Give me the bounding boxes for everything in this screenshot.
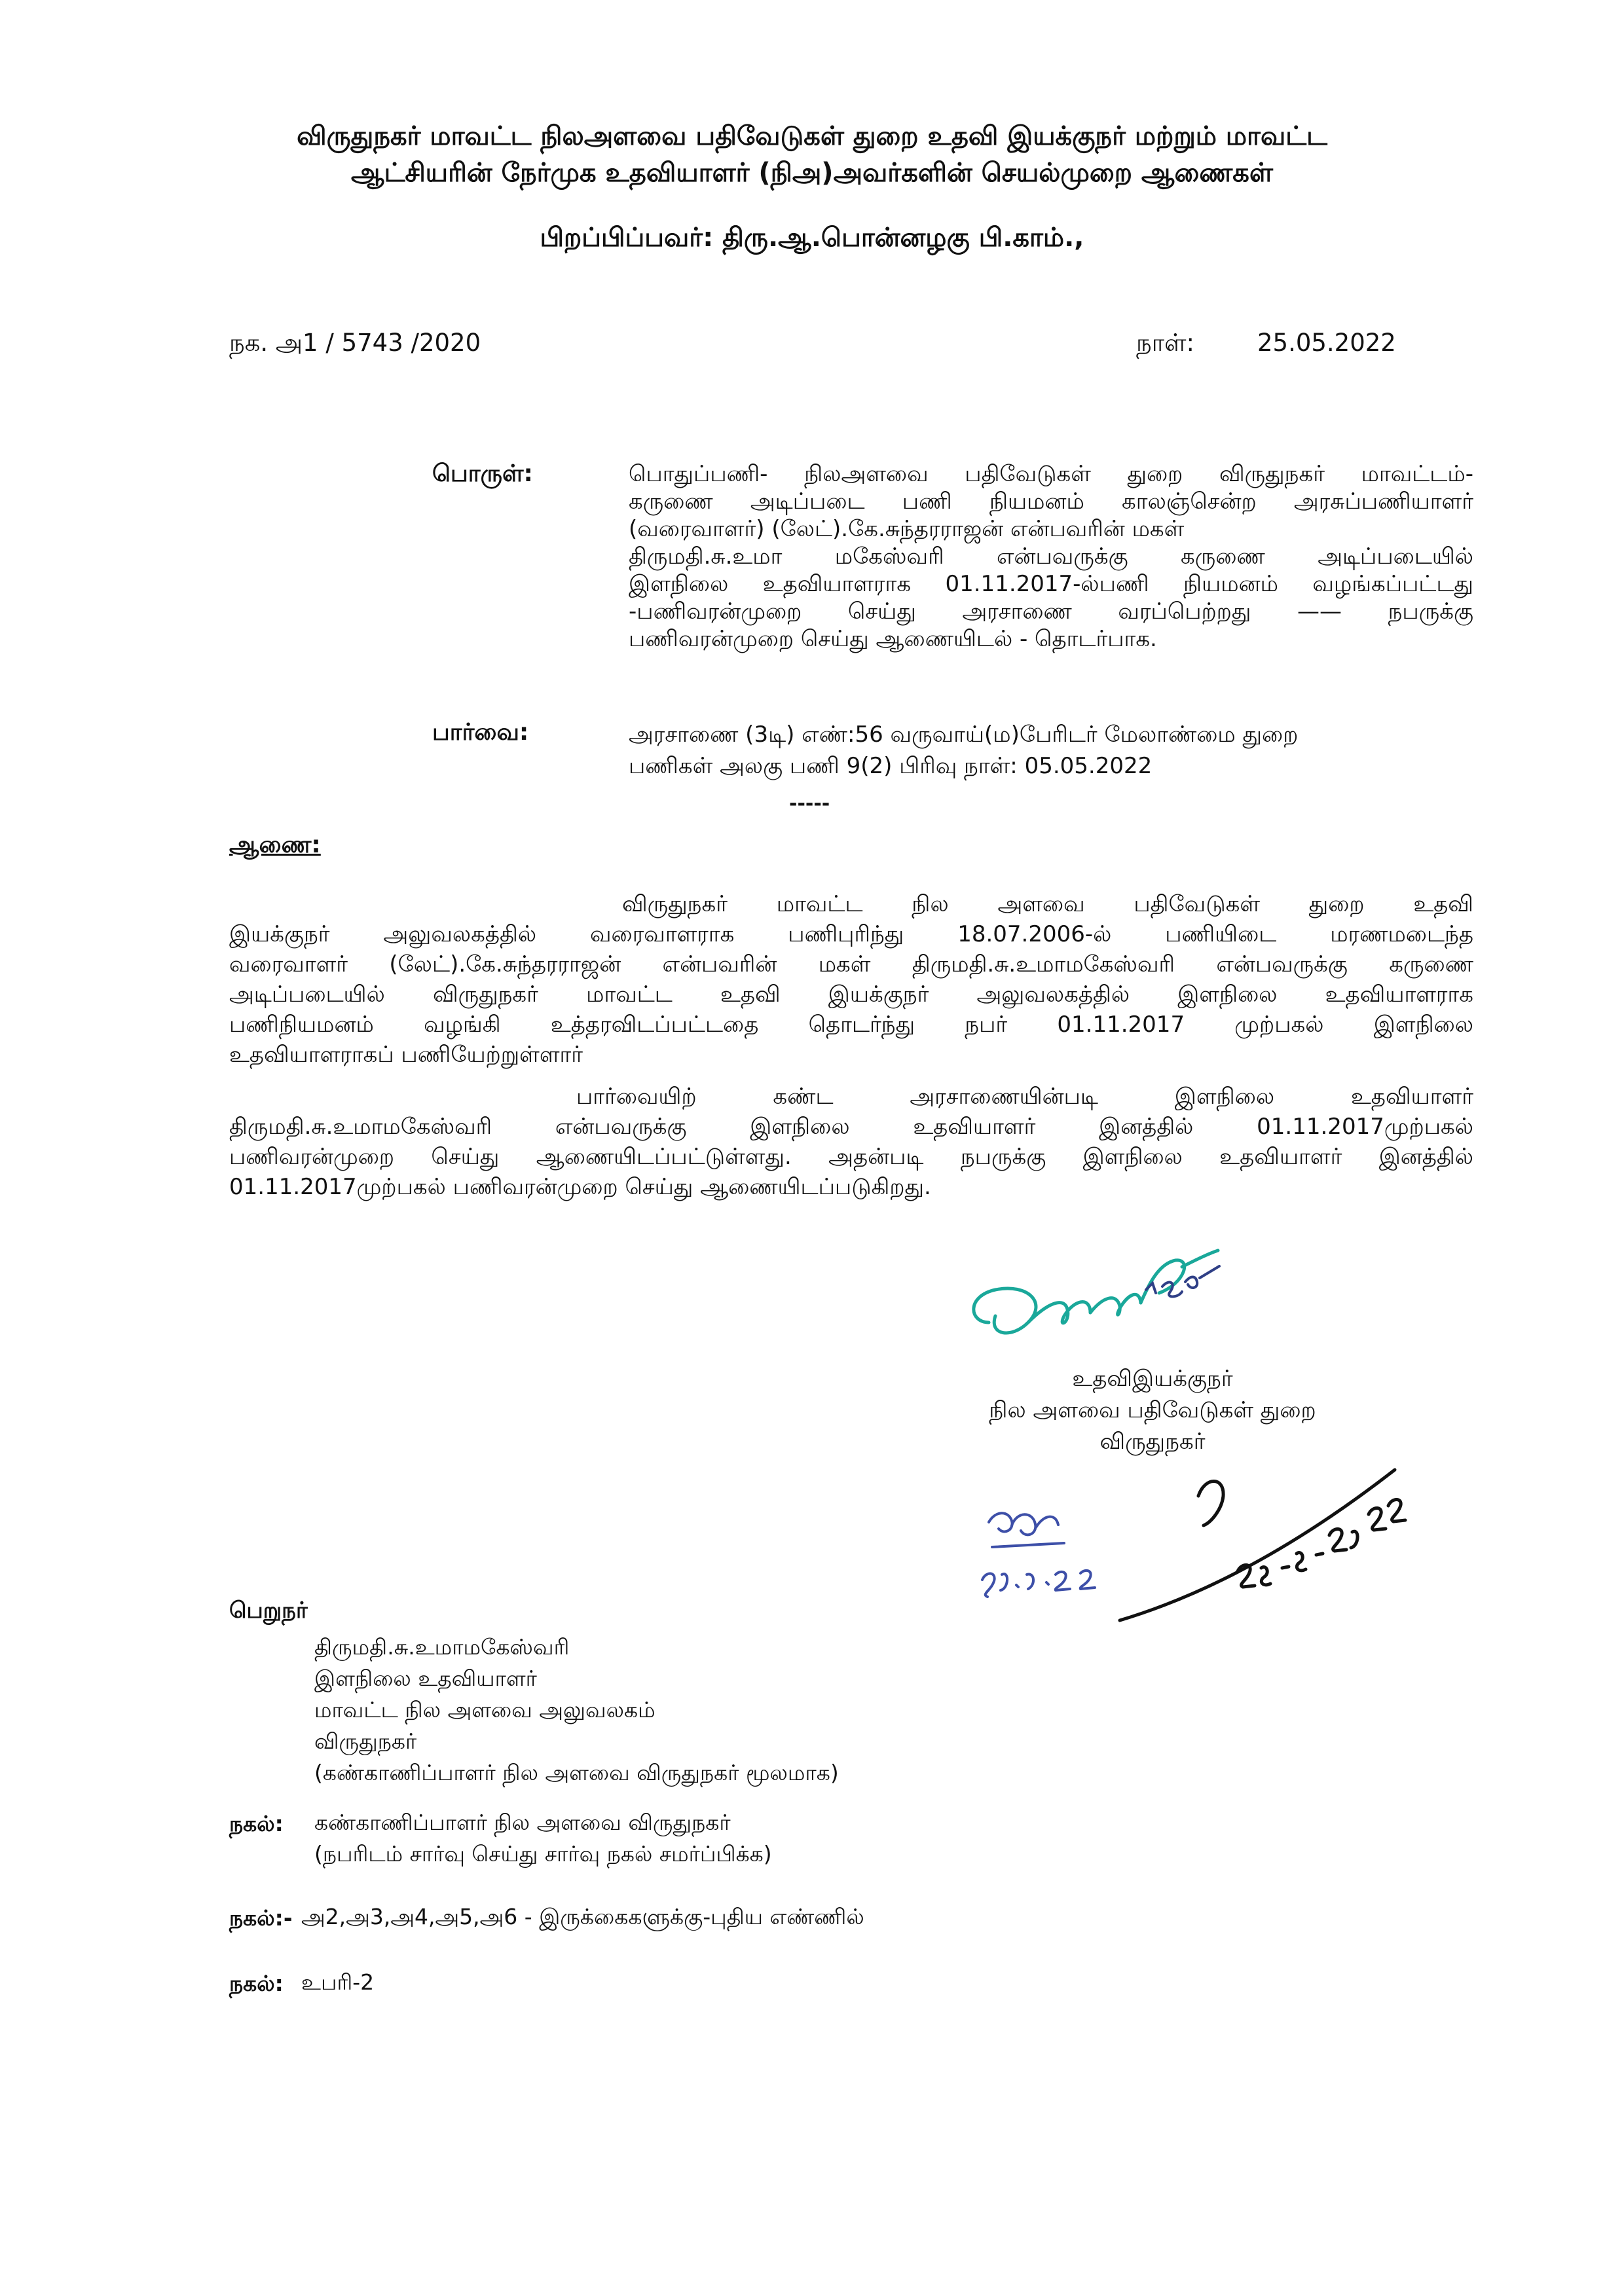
subject-line: கருணை அடிப்படை பணி நியமனம் காலஞ்சென்ற அரசுப்பணியாளர் [629, 488, 1473, 515]
subject-text [629, 460, 1473, 653]
paragraph-line: உதவியாளராகப் பணியேற்றுள்ளார் [229, 1042, 583, 1068]
date-label: நாள்: [1136, 329, 1194, 357]
recipient-line: திருமதி.சு.உமாமகேஸ்வரி [314, 1634, 570, 1660]
subject-line: -பணிவரன்முறை செய்து அரசாணை வரப்பெற்றது —— நபருக்கு [629, 598, 1473, 625]
paragraph-line: அடிப்படையில் விருதுநகர் மாவட்ட உதவி இயக்குநர் அலுவலகத்தில் இளநிலை உதவியாளராக [229, 981, 1473, 1008]
paragraph-line: இயக்குநர் அலுவலகத்தில் வரைவாளராக பணிபுரிந்து 18.07.2006-ல் பணியிடை மரணமடைந்த [229, 921, 1473, 947]
recipient-address [314, 1631, 839, 1789]
recipient-line: விருதுநகர் [314, 1728, 417, 1754]
issuer-line: பிறப்பிப்பவர்: திரு.ஆ.பொன்னழகு பி.காம்., [540, 223, 1084, 253]
copy-line: (நபரிடம் சார்வு செய்து சார்வு நகல் சமர்ப்பிக்க) [314, 1841, 772, 1867]
date-signature [1107, 1444, 1421, 1633]
recipient-line: (கண்காணிப்பாளர் நில அளவை விருதுநகர் மூலமாக) [314, 1760, 839, 1785]
order-title [262, 118, 1362, 191]
reference-label: பார்வை: [432, 719, 529, 746]
copy-label: நகல்:- [229, 1905, 293, 1931]
copy-line: உபரி-2 [301, 1969, 375, 1995]
place: விருதுநகர் [1099, 1429, 1206, 1455]
recipient-label: பெறுநர் [229, 1597, 308, 1624]
order-heading: ஆணை: [229, 831, 321, 858]
paragraph-line: பணிநியமனம் வழங்கி உத்தரவிடப்பட்டதை தொடர்ந்து நபர் 01.11.2017 முற்பகல் இளநிலை [229, 1011, 1473, 1038]
subject-label: பொருள்: [432, 460, 533, 487]
title-line-2: ஆட்சியரின் நேர்முக உதவியாளர் (நிஅ)அவர்களின் செயல்முறை ஆணைகள் [351, 158, 1273, 188]
designation: உதவிஇயக்குநர் [1072, 1366, 1233, 1392]
subject-line: இளநிலை உதவியாளராக 01.11.2017-ல்பணி நியமனம் வழங்கப்பட்டது [629, 571, 1473, 597]
paragraph-line: திருமதி.சு.உமாமகேஸ்வரி என்பவருக்கு இளநிலை உதவியாளர் இனத்தில் 01.11.2017முற்பகல் [229, 1114, 1473, 1140]
reference-line: அரசாணை (3டி) எண்:56 வருவாய்(ம)பேரிடர் மேலாண்மை துறை [629, 721, 1299, 748]
copy-label: நகல்: [229, 1971, 284, 1996]
file-number: நக. அ1 / 5743 /2020 [229, 329, 481, 357]
reference-text [629, 719, 1473, 782]
copy-label: நகல்: [229, 1811, 284, 1836]
separator: ----- [789, 792, 830, 815]
copy-line: அ2,அ3,அ4,அ5,அ6 - இருக்கைகளுக்கு-புதிய எண்ணில் [301, 1904, 864, 1929]
reference-line: பணிகள் அலகு பணி 9(2) பிரிவு நாள்: 05.05.2022 [629, 753, 1153, 779]
subject-line: திருமதி.சு.உமா மகேஸ்வரி என்பவருக்கு கருணை அடிப்படையில் [629, 543, 1473, 570]
title-line-1: விருதுநகர் மாவட்ட நிலஅளவை பதிவேடுகள் துறை உதவி இயக்குநர் மற்றும் மாவட்ட [297, 121, 1327, 151]
recipient-line: இளநிலை உதவியாளர் [314, 1666, 537, 1691]
department: நில அளவை பதிவேடுகள் துறை [989, 1397, 1316, 1423]
paragraph-line: பார்வையிற் கண்ட அரசாணையின்படி இளநிலை உதவியாளர் [576, 1084, 1473, 1110]
subject-line: (வரைவாளர்) (லேட்).கே.சுந்தரராஜன் என்பவரின் மகள் [629, 516, 1185, 542]
paragraph-line: வரைவாளர் (லேட்).கே.சுந்தரராஜன் என்பவரின் மகள் திருமதி.சு.உமாமகேஸ்வரி என்பவருக்கு கருணை [229, 951, 1473, 977]
paragraph-line: விருதுநகர் மாவட்ட நில அளவை பதிவேடுகள் துறை உதவி [622, 891, 1473, 917]
officer-signature [950, 1224, 1251, 1375]
order-paragraph-1 [229, 889, 1473, 1070]
subject-line: பொதுப்பணி- நிலஅளவை பதிவேடுகள் துறை விருதுநகர் மாவட்டம்- [629, 461, 1473, 487]
paragraph-line: 01.11.2017முற்பகல் பணிவரன்முறை செய்து ஆணையிடப்படுகிறது. [229, 1174, 931, 1200]
copy-block [314, 1807, 772, 1870]
date-value: 25.05.2022 [1257, 329, 1396, 357]
paragraph-line: பணிவரன்முறை செய்து ஆணையிடப்பட்டுள்ளது. அதன்படி நபருக்கு இளநிலை உதவியாளர் இனத்தில் [229, 1144, 1473, 1170]
order-paragraph-2 [229, 1082, 1473, 1202]
subject-line: பணிவரன்முறை செய்து ஆணையிடல் - தொடர்பாக. [629, 626, 1157, 652]
copy-line: கண்காணிப்பாளர் நில அளவை விருதுநகர் [314, 1810, 731, 1835]
recipient-line: மாவட்ட நில அளவை அலுவலகம் [314, 1697, 655, 1722]
